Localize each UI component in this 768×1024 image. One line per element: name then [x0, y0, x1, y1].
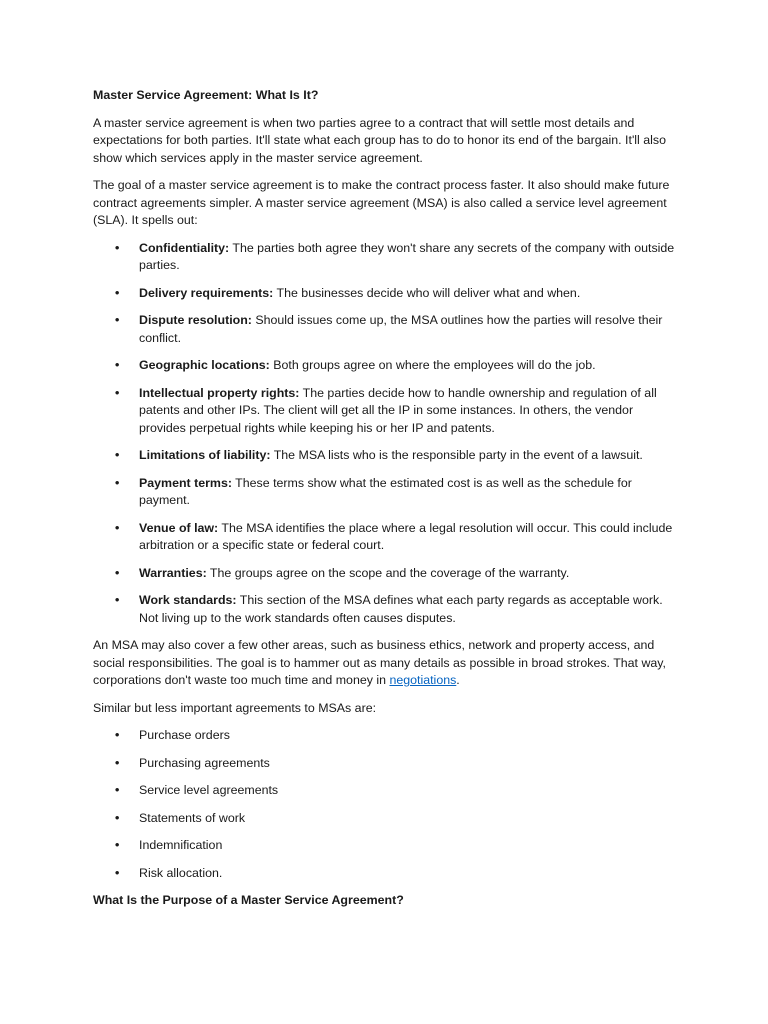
list-item — [93, 357, 683, 375]
document-body — [93, 87, 683, 910]
bullet-icon: • — [115, 728, 120, 742]
bullet-icon: • — [115, 520, 120, 535]
list-item-text: Statements of work — [139, 810, 246, 825]
bullet-icon: • — [115, 475, 120, 490]
bullet-icon: • — [115, 448, 120, 462]
term-description: The parties decide how to handle ownership and regulation of all patents and other IPs. The client will get all the IP in some instances. In others, the vendor provides perpetual rights while keeping his or her IP and patents. — [139, 385, 657, 435]
list-item-text: Purchasing agreements — [139, 755, 270, 770]
term-label: Confidentiality: — [139, 240, 230, 255]
bullet-icon: • — [115, 755, 120, 770]
term-description: Both groups agree on where the employees will do the job. — [269, 358, 596, 372]
term-label: Payment terms: — [139, 475, 232, 490]
list-item — [93, 312, 683, 347]
bullet-icon: • — [115, 565, 120, 580]
bullet-icon: • — [115, 285, 120, 300]
bullet-icon: • — [115, 865, 120, 880]
list-item — [93, 520, 683, 555]
list-item — [93, 865, 683, 883]
term-label: Limitations of liability: — [139, 448, 271, 462]
term-description: This section of the MSA defines what each party regards as acceptable work. Not living up to the work standards often causes disputes. — [139, 593, 663, 625]
bullet-icon: • — [115, 240, 120, 255]
term-label: Warranties: — [139, 565, 207, 580]
bullet-icon: • — [115, 810, 120, 825]
other-areas-text: An MSA may also cover a few other areas, such as business ethics, network and property access, and social responsibilities. The goal is to hammer out as many details as possible in broad strokes. That way, corporations don't waste too much time and money in — [93, 638, 666, 687]
other-areas-end: . — [456, 673, 460, 687]
term-label: Delivery requirements: — [139, 285, 274, 300]
term-description: The parties both agree they won't share any secrets of the company with outside parties. — [139, 240, 675, 272]
term-label: Work standards: — [139, 593, 237, 607]
bullet-icon: • — [115, 358, 120, 372]
list-item — [93, 810, 683, 828]
list-item — [93, 240, 683, 275]
list-item-text: Purchase orders — [139, 728, 230, 742]
list-item — [93, 565, 683, 583]
term-description: Should issues come up, the MSA outlines how the parties will resolve their conflict. — [139, 313, 663, 345]
bullet-icon: • — [115, 838, 120, 852]
list-item — [93, 475, 683, 510]
list-item — [93, 837, 683, 855]
similar-intro-paragraph: Similar but less important agreements to MSAs are: — [93, 700, 377, 715]
list-item-text: Indemnification — [139, 838, 223, 852]
list-item-text: Service level agreements — [139, 783, 279, 797]
similar-agreements-list — [93, 727, 683, 882]
term-description: The businesses decide who will deliver what and when. — [273, 285, 581, 300]
list-item-text: Risk allocation. — [139, 865, 223, 880]
term-label: Intellectual property rights: — [139, 385, 300, 400]
document-title: Master Service Agreement: What Is It? — [93, 88, 319, 102]
list-item — [93, 447, 683, 465]
term-description: The groups agree on the scope and the coverage of the warranty. — [206, 565, 570, 580]
intro-paragraph: A master service agreement is when two parties agree to a contract that will settle most details and expectations for both parties. It'll state what each group has to do to honor its end of the bargain. It'll also show which services apply in the master service agreement. — [93, 115, 666, 165]
bullet-icon: • — [115, 783, 120, 797]
term-description: These terms show what the estimated cost is as well as the schedule for payment. — [139, 475, 632, 507]
list-item — [93, 755, 683, 773]
list-item — [93, 285, 683, 303]
list-item — [93, 385, 683, 438]
bullet-icon: • — [115, 313, 120, 327]
list-item — [93, 592, 683, 627]
other-areas-paragraph — [93, 637, 683, 690]
bullet-icon: • — [115, 593, 120, 607]
bullet-icon: • — [115, 385, 120, 400]
term-description: The MSA identifies the place where a legal resolution will occur. This could include arbitration or a specific state or federal court. — [139, 520, 673, 552]
msa-terms-list — [93, 240, 683, 628]
term-label: Dispute resolution: — [139, 313, 252, 327]
list-item — [93, 782, 683, 800]
term-label: Geographic locations: — [139, 358, 270, 372]
term-label: Venue of law: — [139, 520, 219, 535]
list-item — [93, 727, 683, 745]
goal-paragraph: The goal of a master service agreement is to make the contract process faster. It also should make future contract agreements simpler. A master service agreement (MSA) is also called a service level agreement (SLA). It spells out: — [93, 178, 670, 227]
term-description: The MSA lists who is the responsible party in the event of a lawsuit. — [270, 448, 643, 462]
purpose-heading: What Is the Purpose of a Master Service Agreement? — [93, 893, 404, 907]
negotiations-link[interactable]: negotiations — [389, 673, 457, 687]
